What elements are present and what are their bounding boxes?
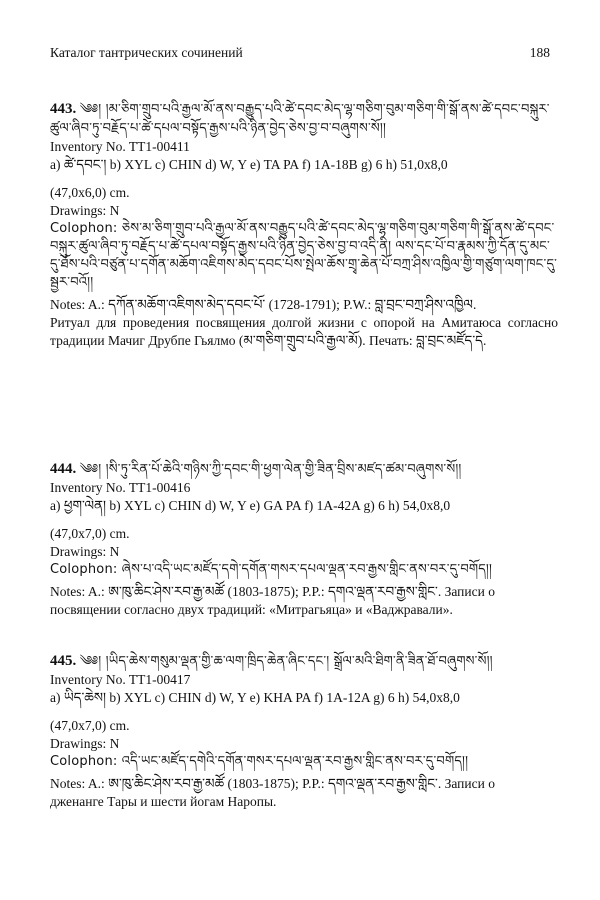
drawings: Drawings: N [50,736,120,751]
entry-number: 444. [50,461,77,477]
physical-description: a) ཡིད་ཆེས། b) XYL c) CHIN d) W, Y e) KHA PA f) 1A-12A g) 6 h) 54,0x8,0 [50,690,460,705]
notes-author: Notes: A.: དཀོན་མཆོག་འཇིགས་མེད་དབང་པོ་ (1728-1791); P.W.: བླ་བྲང་བཀྲ་ཤིས་འཁྱིལ. [50,297,477,312]
entry-445 [50,652,558,811]
entry-443 [50,100,558,350]
tibetan-title: ༄༅། །ཡིད་ཆེས་གསུམ་ལྡན་གྱི་ཆ་ལག་ཁྲིད་ཆེན་ཞིང་དང་། སྒྲོལ་མའི་ཐིག་ནི་ཟིན་ཐོ་བཞུགས་སོ།། [79,654,493,669]
dimensions: (47,0x6,0) cm. [50,185,130,200]
entry-number: 445. [50,653,77,669]
notes-author: Notes: A.: ཨ་ཁུ་ཆིང་ཤེས་རབ་རྒྱ་མཚོ (1803-1875); P.P.: དགའ་ལྡན་རབ་རྒྱས་གླིང་. Записи о [50,584,495,599]
inventory-number: Inventory No. TT1-00411 [50,139,190,154]
physical-description: a) ཚེ་དབང་། b) XYL c) CHIN d) W, Y e) TA PA f) 1A-18B g) 6 h) 51,0x8,0 [50,157,448,172]
colophon: Colophon: ཅེས་མ་ཅིག་གྲུབ་པའི་རྒྱལ་མོ་ནས་བརྒྱུད་པའི་ཚེ་དབང་མེད་ལྷ་གཅིག་བུམ་གཅིག་གི་སྒོ་ནས་ཚེ་དབང་བསྐུར་ཚུལ་ཞིབ་ཏུ་བརྗོད་པ་ཚེ་དཔལ་བསྟོད་རྒྱས་པའི་ཉིན་བྱེད་ཅེས་བྱ་བ་འདི་ནི། ལས་དང་པོ་བ་རྣམས་ཀྱི་དོན་དུ་མང་དུ་ཐོས་པའི་བཙུན་པ་དགོན་མཆོག་འཇིགས་མེད་དབང་པོས་སྤེལ་ཆོས་གྲྭ་ཆེན་པོ་བཀྲ་ཤིས་འཁྱིལ་གྱི་གཙུག་ལག་ཁང་དུ་སྦྱར་བའོ།། [50,221,558,290]
inventory-number: Inventory No. TT1-00416 [50,480,191,495]
drawings: Drawings: N [50,544,120,559]
colophon: Colophon: འདི་ཡང་མཛོད་དགེའི་དགོན་གསར་དཔལ་ལྡན་རབ་རྒྱས་གླིང་ནས་བར་དུ་བགོད།། [50,754,469,769]
drawings: Drawings: N [50,203,120,218]
tibetan-title: ༄༅། །སི་ཏུ་རིན་པོ་ཆེའི་གཉིས་ཀྱི་དབང་གི་ཕྱག་ལེན་གྱི་ཟིན་བྲིས་མཛད་ཚམ་བཞུགས་སོ།། [79,462,462,477]
page-number: 188 [529,45,550,60]
inventory-number: Inventory No. TT1-00417 [50,672,191,687]
notes-description: Ритуал для проведения посвящения долгой жизни с опорой на Амитаюса согласно традиции Мачиг Друбпе Гьялмо (མ་གཅིག་གྲུབ་པའི་རྒྱལ་མོ). Печать: བླ་བྲང་མཛོད་དེ. [50,315,558,348]
dimensions: (47,0x7,0) cm. [50,718,130,733]
notes-description: дженанге Тары и шести йогам Наропы. [50,794,277,809]
dimensions: (47,0x7,0) cm. [50,526,130,541]
colophon: Colophon: ཞེས་པ་འདི་ཡང་མཛོད་དགེ་དགོན་གསར་དཔལ་ལྡན་རབ་རྒྱས་གླིང་ནས་བར་དུ་བགོད།། [50,562,493,577]
entry-444 [50,460,558,619]
notes-description: посвящении согласно двух традиций: «Митрагьяца» и «Ваджравали». [50,602,453,617]
notes-author: Notes: A.: ཨ་ཁུ་ཆིང་ཤེས་རབ་རྒྱ་མཚོ (1803-1875); P.P.: དགའ་ལྡན་རབ་རྒྱས་གླིང་. Записи о [50,776,495,791]
catalog-title: Каталог тантрических сочинений [50,45,243,60]
tibetan-title: ༄༅། །མ་ཅིག་གྲུབ་པའི་རྒྱལ་མོ་ནས་བརྒྱུད་པའི་ཚེ་དབང་མེད་ལྷ་གཅིག་བུམ་གཅིག་གི་སྒོ་ནས་ཚེ་དབང་བསྐུར་ཚུལ་ཞིབ་ཏུ་བརྗོད་པ་ཚེ་དཔལ་བསྟོད་རྒྱས་པའི་ཉིན་བྱེད་ཅེས་བྱ་བ་བཞུགས་སོ།། [50,102,550,136]
entry-number: 443. [50,101,77,117]
physical-description: a) ཕྱག་ལེན། b) XYL c) CHIN d) W, Y e) GA PA f) 1A-42A g) 6 h) 54,0x8,0 [50,498,451,513]
